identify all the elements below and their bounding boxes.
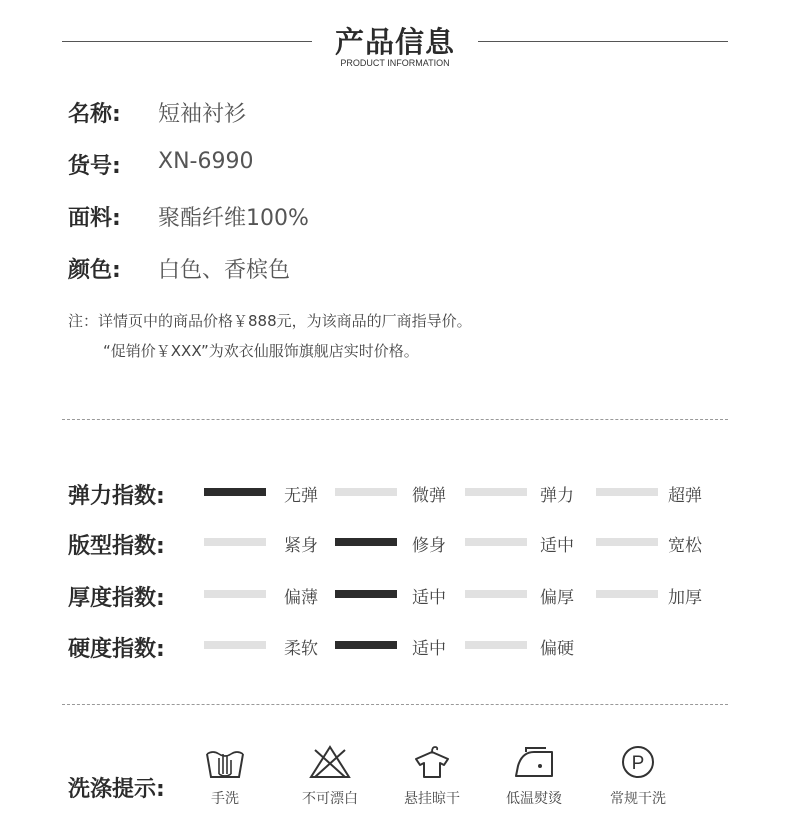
index-bar-fit-4 xyxy=(596,538,658,546)
index-bar-thickness-1 xyxy=(204,590,266,598)
index-option-elasticity-2: 微弹 xyxy=(412,486,446,506)
wash-text-hand-wash: 手洗 xyxy=(211,791,239,807)
wash-item-hand-wash xyxy=(175,744,275,808)
index-option-thickness-1: 偏薄 xyxy=(284,588,318,608)
wash-label: 洗涤提示: xyxy=(68,777,165,802)
wash-text-hang-dry: 悬挂晾干 xyxy=(404,791,460,807)
page-subtitle: PRODUCT INFORMATION xyxy=(340,58,450,68)
index-bar-elasticity-3 xyxy=(465,488,527,496)
dry-clean-icon xyxy=(616,744,660,780)
index-option-fit-2: 修身 xyxy=(412,536,446,556)
index-label-thickness: 厚度指数: xyxy=(68,586,165,611)
wash-item-hang-dry xyxy=(382,744,482,808)
index-bar-hardness-1 xyxy=(204,641,266,649)
svg-text:P: P xyxy=(631,753,645,774)
index-option-elasticity-3: 弹力 xyxy=(540,486,574,506)
index-label-elasticity: 弹力指数: xyxy=(68,484,165,509)
info-label-sku: 货号: xyxy=(68,154,121,179)
index-label-hardness: 硬度指数: xyxy=(68,637,165,662)
index-bar-hardness-2 xyxy=(335,641,397,649)
price-note-line1: 注：详情页中的商品价格￥888元，为该商品的厂商指导价。 xyxy=(68,312,472,330)
section-divider-bottom xyxy=(62,704,728,705)
low-temp-iron-icon xyxy=(512,744,556,780)
section-divider-top xyxy=(62,419,728,420)
info-label-fabric: 面料: xyxy=(68,206,121,231)
index-bar-elasticity-4 xyxy=(596,488,658,496)
wash-item-low-temp-iron xyxy=(484,744,584,808)
index-option-elasticity-1: 无弹 xyxy=(284,486,318,506)
index-option-elasticity-4: 超弹 xyxy=(668,486,702,506)
wash-text-no-bleach: 不可漂白 xyxy=(302,791,358,807)
info-value-fabric: 聚酯纤维100% xyxy=(158,206,309,231)
info-label-color: 颜色: xyxy=(68,258,121,283)
info-value-sku: XN-6990 xyxy=(158,149,254,174)
wash-text-low-temp-iron: 低温熨烫 xyxy=(506,791,562,807)
info-value-name: 短袖衬衫 xyxy=(158,102,247,127)
index-option-hardness-1: 柔软 xyxy=(284,639,318,659)
index-bar-fit-2 xyxy=(335,538,397,546)
index-option-thickness-2: 适中 xyxy=(412,588,446,608)
info-label-name: 名称: xyxy=(68,102,121,127)
index-bar-fit-3 xyxy=(465,538,527,546)
index-option-thickness-3: 偏厚 xyxy=(540,588,574,608)
index-bar-thickness-2 xyxy=(335,590,397,598)
no-bleach-icon xyxy=(308,744,352,780)
wash-text-dry-clean: 常规干洗 xyxy=(610,791,666,807)
index-label-fit: 版型指数: xyxy=(68,534,165,559)
wash-item-no-bleach xyxy=(280,744,380,808)
index-option-thickness-4: 加厚 xyxy=(668,588,702,608)
index-bar-elasticity-2 xyxy=(335,488,397,496)
index-option-hardness-2: 适中 xyxy=(412,639,446,659)
wash-item-dry-clean xyxy=(588,744,688,808)
index-bar-hardness-3 xyxy=(465,641,527,649)
price-note-line2: “促销价￥XXX”为欢衣仙服饰旗舰店实时价格。 xyxy=(103,342,419,360)
index-option-fit-4: 宽松 xyxy=(668,536,702,556)
index-bar-elasticity-1 xyxy=(204,488,266,496)
hand-wash-icon xyxy=(203,744,247,780)
index-option-fit-1: 紧身 xyxy=(284,536,318,556)
hang-dry-icon xyxy=(410,744,454,780)
index-bar-thickness-3 xyxy=(465,590,527,598)
page-title: 产品信息 xyxy=(334,25,455,59)
index-option-hardness-3: 偏硬 xyxy=(540,639,574,659)
index-option-fit-3: 适中 xyxy=(540,536,574,556)
index-bar-thickness-4 xyxy=(596,590,658,598)
index-bar-fit-1 xyxy=(204,538,266,546)
info-value-color: 白色、香槟色 xyxy=(158,258,291,283)
